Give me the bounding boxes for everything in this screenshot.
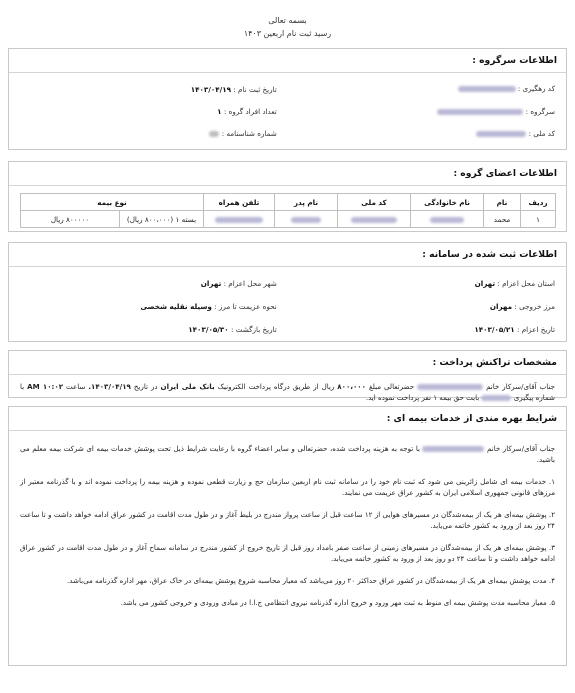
tx-date: ۱۴۰۳/۰۴/۱۹.: [88, 382, 131, 392]
th-father-name: نام پدر: [275, 194, 338, 211]
table-row: [21, 211, 556, 228]
terms-item-1: ۱. خدمات بیمه ای شامل زائرینی می شود که ثبت نام خود را در سامانه ثبت نام اربعین سازمان حج و زیارت قطعی نموده و هزینه بیمه را پرداخت نموده اند و با گذرنامه معتبر از مرزهای قانونی جمهوری اسلامی ایران به کشور عراق عزیمت می نمایند.: [20, 477, 555, 498]
cell-amount: ۸۰۰۰۰۰ ریال: [21, 211, 120, 228]
redacted-national-code: [351, 217, 397, 223]
terms-item-4: ۴. مدت پوشش بیمه‌ای هر یک از بیمه‌شدگان در کشور عراق حداکثر ۲۰ روز می‌باشد که معیار محاسبه شروع پوشش بیمه‌ای در خاک عراق، مهر اداره گذرنامه می‌باشد.: [67, 576, 555, 586]
depart-label: تاریخ اعزام :: [517, 324, 555, 334]
cell-index: ۱: [521, 211, 556, 228]
th-insurance-type: نوع بیمه: [21, 194, 204, 211]
national-label: کد ملی :: [528, 128, 555, 138]
redacted-payer-name: [417, 384, 483, 390]
reg-date-value: ۱۴۰۳/۰۴/۱۹: [190, 85, 232, 95]
registered-section: [8, 242, 567, 342]
tx-bank: بانک ملی ایران: [160, 382, 215, 392]
redacted-national: [476, 131, 526, 137]
members-table: [20, 193, 556, 228]
border-row: [9, 302, 566, 312]
tx-amount: ۸۰۰،۰۰۰: [337, 382, 366, 392]
tx-text-6: با شماره پیگیری: [20, 382, 555, 403]
reg-date-label: تاریخ ثبت نام :: [233, 85, 277, 95]
tx-text-7: بابت حق بیمه ۱ نفر پرداخت نموده اید.: [365, 393, 480, 403]
terms-item-3: ۳. پوشش بیمه‌ای هر یک از بیمه‌شدگان در مسیرهای زمینی از ساعت صفر بامداد روز قبل از تاریخ خروج از کشور مندرج در سامانه سماح آغاز و در طول مدت اقامت در کشور عراق ادامه خواهد داشت و تا ساعت ۲۴ دو روز بعد از ورود به کشور خاتمه می‌یابد.: [20, 543, 555, 564]
dates-row: [9, 325, 566, 335]
border-label: مرز خروجی :: [514, 302, 555, 312]
national-cell: [298, 129, 555, 139]
table-header-row: [21, 194, 556, 211]
leader-cell: [298, 107, 555, 117]
transaction-text: [9, 381, 566, 403]
return-cell: [20, 325, 277, 335]
border-value: مهران: [489, 302, 513, 312]
tx-text-1: جناب آقای/سرکار خانم: [486, 382, 555, 392]
city-value: تهران: [200, 279, 222, 289]
reg-date-cell: [20, 85, 277, 95]
members-count-label: تعداد افراد گروه :: [223, 106, 277, 116]
th-last-name: نام خانوادگی: [411, 194, 484, 211]
travel-cell: [20, 302, 277, 312]
redacted-last-name: [430, 217, 464, 223]
document-header: [0, 0, 575, 40]
province-row: [9, 279, 566, 289]
id-label: شماره شناسنامه :: [221, 128, 277, 138]
terms-section: [8, 406, 567, 666]
border-cell: [298, 302, 555, 312]
cell-first-name: محمد: [484, 211, 521, 228]
members-section: [8, 161, 567, 232]
spacer-a: [298, 85, 555, 95]
tx-text-3: ریال از طریق درگاه پرداخت الکترونیک: [217, 382, 335, 392]
redacted-insured-name: [422, 446, 484, 452]
national-row: [9, 129, 566, 139]
th-national-code: کد ملی: [338, 194, 411, 211]
leader-label: سرگروه :: [525, 106, 555, 116]
cell-mobile: [204, 211, 275, 228]
redacted-leader: [437, 109, 523, 115]
terms-intro-1: جناب آقای/سرکار خانم: [487, 444, 555, 454]
members-title: اطلاعات اعضای گروه :: [9, 162, 566, 186]
province-value: تهران: [474, 279, 496, 289]
redacted-tracking: [458, 86, 516, 92]
cell-package: بسته ۱ (۸۰۰،۰۰۰ ریال): [120, 211, 204, 228]
tx-text-5: ساعت: [66, 382, 86, 392]
terms-title: شرایط بهره مندی از خدمات بیمه ای :: [9, 407, 566, 431]
tx-time: ۱۰:۰۲ AM: [27, 382, 64, 392]
redacted-tracking-no: [481, 395, 511, 401]
cell-last-name: [411, 211, 484, 228]
members-count-cell: [20, 107, 277, 117]
return-label: تاریخ بازگشت :: [230, 324, 277, 334]
transaction-title: مشخصات تراکنش پرداخت :: [9, 351, 566, 375]
terms-item-5: ۵. معیار محاسبه مدت پوشش بیمه ای منوط به ثبت مهر ورود و خروج اداره گذرنامه نیروی انتظامی ج.ا.ا در مبادی ورودی و خروجی کشور می باشد.: [120, 598, 555, 608]
tx-text-4: در تاریخ: [133, 382, 158, 392]
province-label: استان محل اعزام :: [497, 279, 555, 289]
redacted-id: [209, 131, 219, 137]
terms-intro-2: با توجه به هزینه پرداخت شده، حضرتعالی و سایر اعضاء گروه با رعایت شرایط ذیل تحت پوشش خدمات بیمه ای شرکت بیمه معلم می باشید.: [20, 444, 555, 465]
transaction-section: [8, 350, 567, 403]
group-leader-section: [8, 48, 567, 150]
cell-national-code: [338, 211, 411, 228]
tracking-label: کد رهگیری :: [517, 84, 555, 94]
terms-item-2: ۲. پوشش بیمه‌ای هر یک از بیمه‌شدگان در مسیرهای هوایی از ۱۲ ساعت قبل از ساعت پرواز مندرج در بلیط آغاز و در طول مدت اقامت در کشور عراق ادامه خواهد داشت و تا ساعت ۲۴ روز بعد از ورود به کشور خاتمه می‌یابد.: [20, 510, 555, 531]
return-value: ۱۴۰۳/۰۵/۳۰: [188, 324, 229, 334]
redacted-father-name: [291, 217, 321, 223]
th-first-name: نام: [484, 194, 521, 211]
city-label: شهر محل اعزام :: [223, 279, 277, 289]
depart-cell: [298, 325, 555, 335]
travel-value: وسیله نقلیه شخصی: [140, 302, 212, 312]
terms-intro: [9, 443, 566, 465]
th-index: ردیف: [521, 194, 556, 211]
id-cell: [20, 129, 277, 139]
header-line-1: بسمه تعالی: [268, 16, 307, 25]
th-mobile: تلفن همراه: [204, 194, 275, 211]
leader-row: [9, 107, 566, 117]
registered-title: اطلاعات ثبت شده در سامانه :: [9, 243, 566, 267]
cell-father-name: [275, 211, 338, 228]
header-line-2: رسید ثبت نام اربعین ۱۴۰۳: [243, 29, 332, 38]
tx-text-2: حضرتعالی مبلغ: [368, 382, 415, 392]
travel-label: نحوه عزیمت تا مرز :: [214, 302, 277, 312]
province-cell: [298, 279, 555, 289]
redacted-mobile: [215, 217, 263, 223]
group-leader-title: اطلاعات سرگروه :: [9, 49, 566, 73]
depart-value: ۱۴۰۳/۰۵/۲۱: [474, 324, 515, 334]
members-count-value: ۱: [217, 106, 222, 116]
city-cell: [20, 279, 277, 289]
